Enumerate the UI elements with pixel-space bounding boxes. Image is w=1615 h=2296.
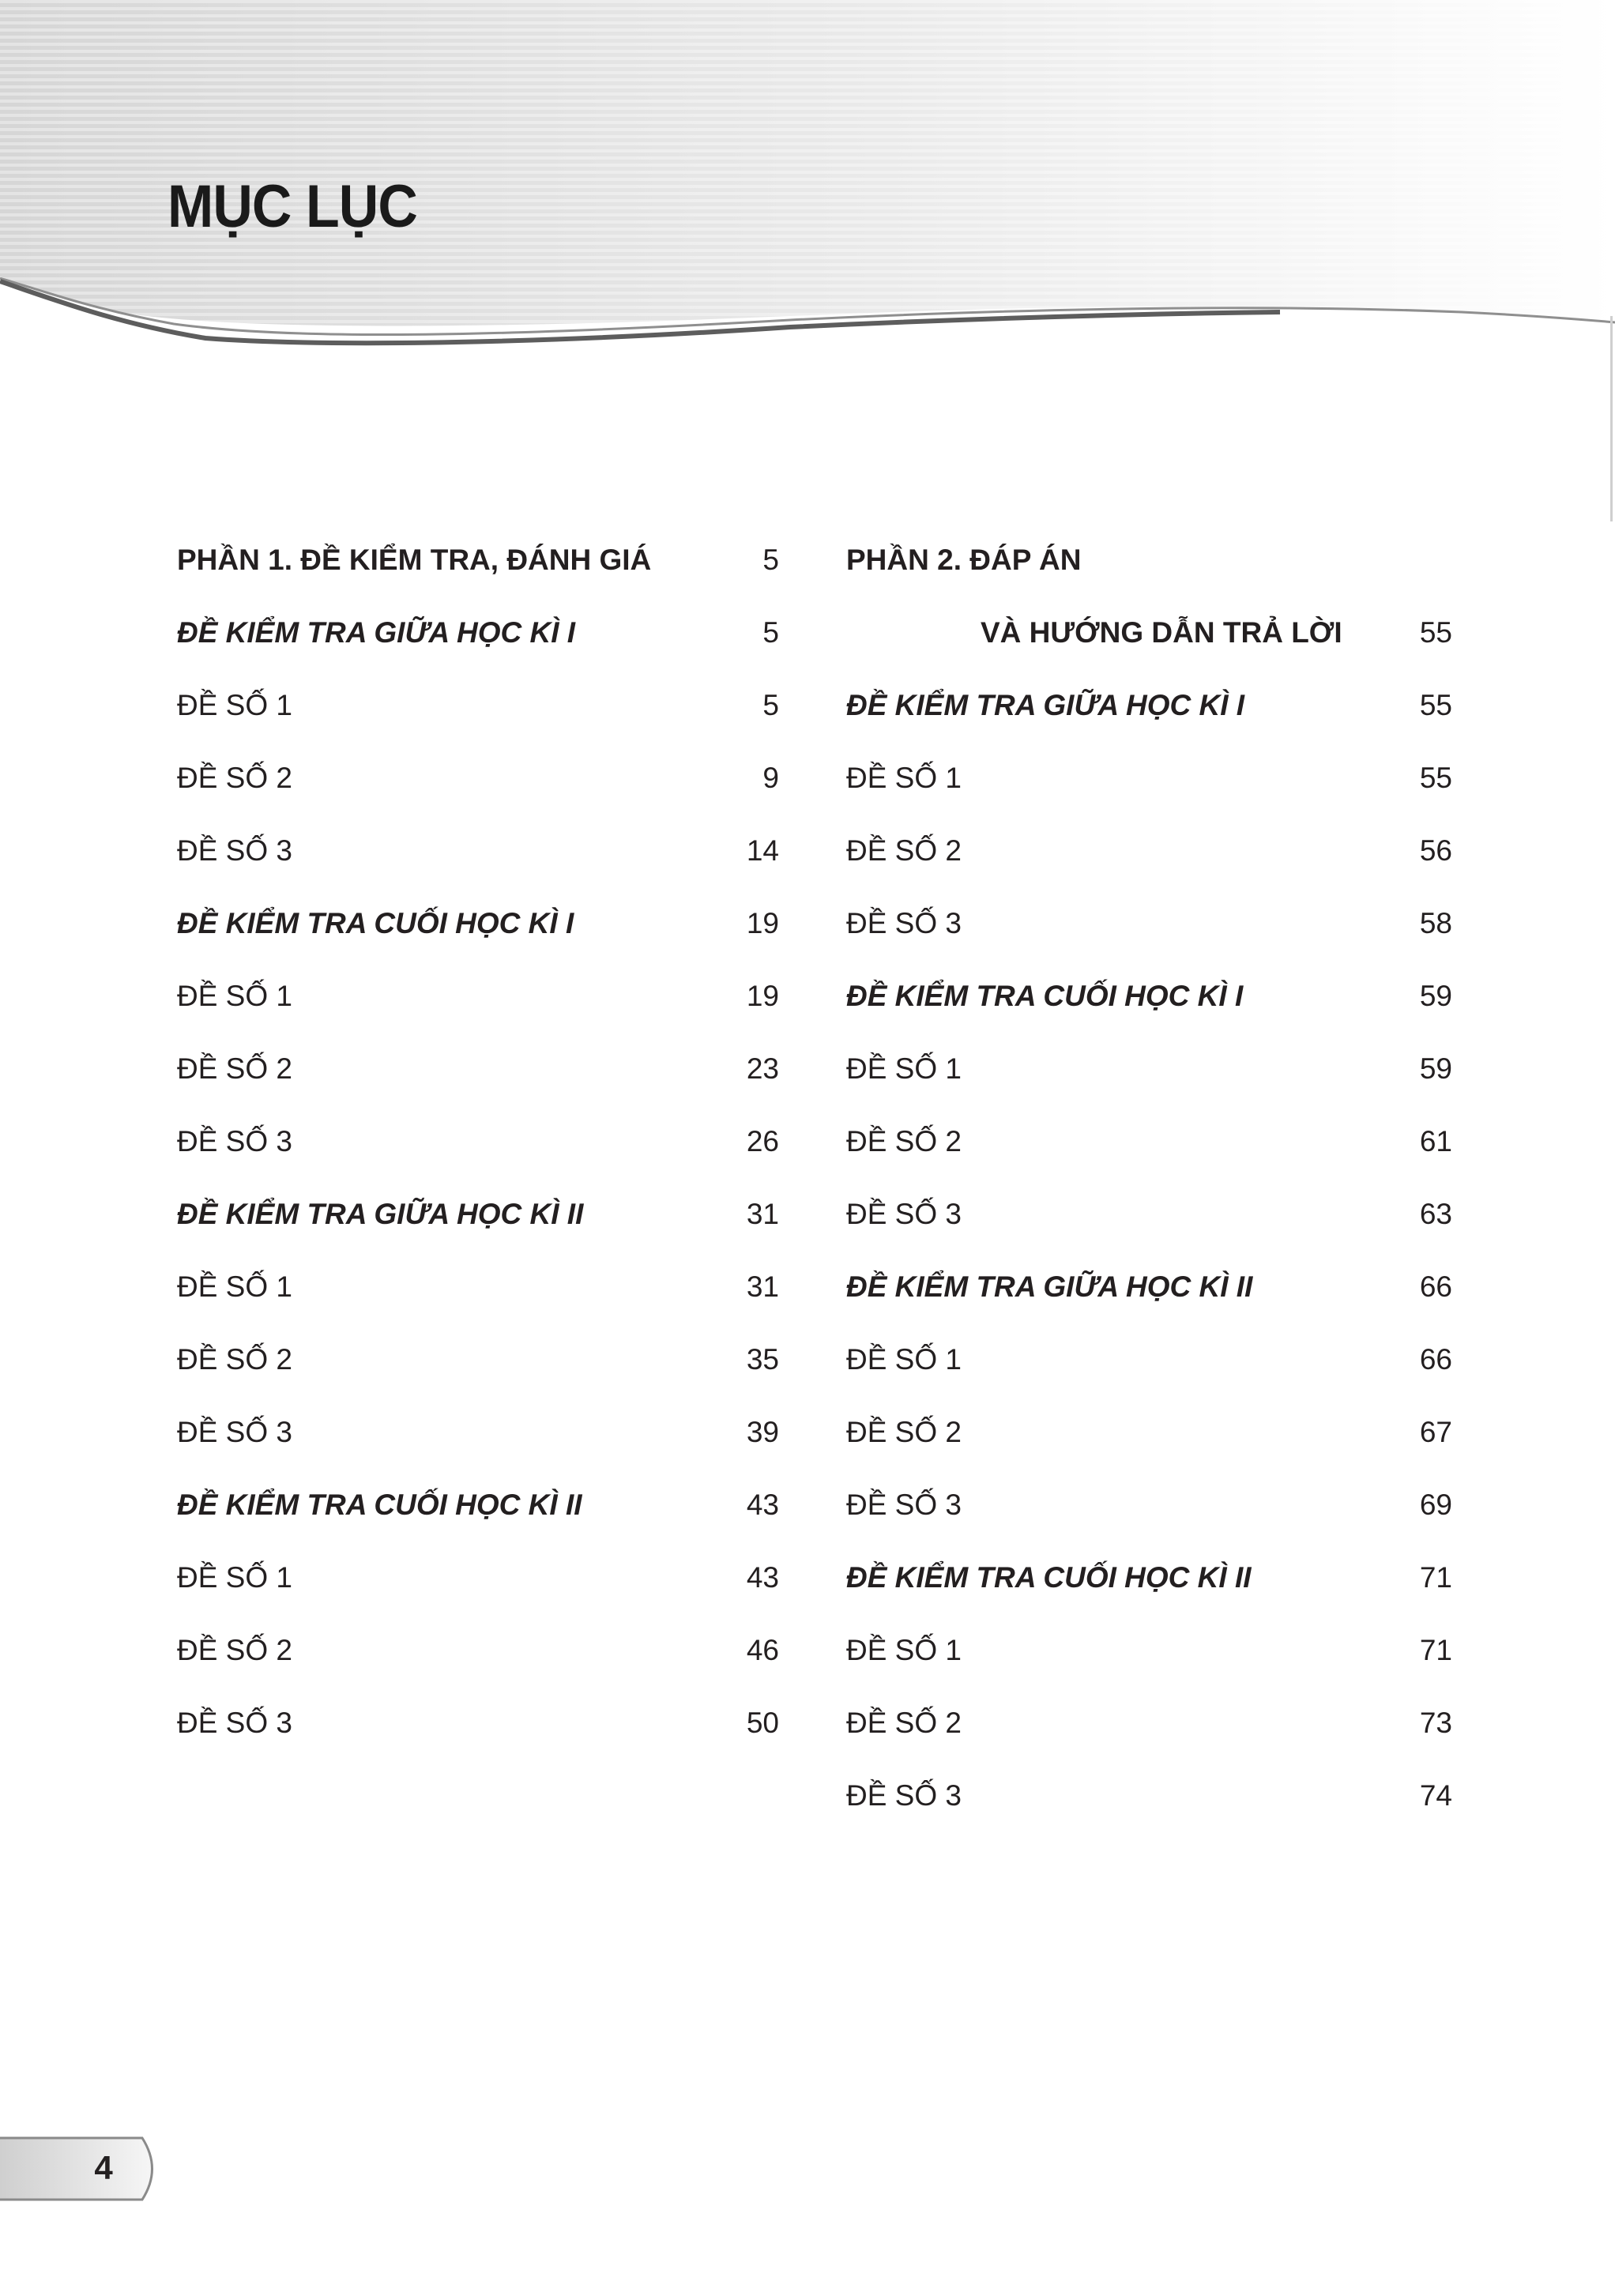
toc-page-number: 5 — [762, 544, 779, 576]
toc-label: ĐỀ KIỂM TRA GIỮA HỌC KÌ II — [846, 1270, 1253, 1303]
toc-page-number: 50 — [746, 1707, 779, 1739]
toc-page-number: 31 — [746, 1198, 779, 1230]
toc-page-number: 39 — [746, 1416, 779, 1448]
toc-page-number: 5 — [762, 616, 779, 649]
toc-page-number: 14 — [746, 834, 779, 867]
toc-item[interactable] — [846, 1402, 1452, 1475]
toc-label: ĐỀ SỐ 3 — [846, 1779, 962, 1812]
toc-item[interactable] — [177, 1330, 779, 1402]
toc-item[interactable] — [846, 1766, 1452, 1839]
toc-page-number: 71 — [1419, 1561, 1452, 1594]
toc-page-number: 55 — [1419, 689, 1452, 721]
toc-page-number: 46 — [746, 1634, 779, 1666]
toc-item[interactable] — [846, 894, 1452, 966]
toc-item[interactable] — [846, 748, 1452, 821]
toc-label: ĐỀ SỐ 3 — [846, 1489, 962, 1521]
toc-page-number: 63 — [1419, 1198, 1452, 1230]
toc-item[interactable] — [846, 1620, 1452, 1693]
toc-page-number: 69 — [1419, 1489, 1452, 1521]
toc-label: ĐỀ SỐ 2 — [177, 1343, 292, 1376]
toc-label: ĐỀ SỐ 2 — [846, 1125, 962, 1157]
toc-page-number: 9 — [762, 762, 779, 794]
toc-section[interactable] — [177, 894, 779, 966]
toc-item[interactable] — [846, 1330, 1452, 1402]
page-number: 4 — [94, 2149, 113, 2186]
toc-page-number: 59 — [1419, 1052, 1452, 1085]
toc-label: ĐỀ SỐ 2 — [846, 1416, 962, 1448]
toc-item[interactable] — [177, 676, 779, 748]
toc-label: ĐỀ SỐ 3 — [177, 1125, 292, 1157]
toc-left-column — [177, 530, 779, 1766]
toc-label: ĐỀ SỐ 1 — [846, 1052, 962, 1085]
toc-page-number: 19 — [746, 907, 779, 939]
toc-label: ĐỀ SỐ 3 — [846, 1198, 962, 1230]
toc-page-number: 23 — [746, 1052, 779, 1085]
toc-page-number: 58 — [1419, 907, 1452, 939]
toc-label: ĐỀ SỐ 2 — [177, 762, 292, 794]
toc-item[interactable] — [177, 1039, 779, 1112]
toc-label: ĐỀ SỐ 1 — [177, 1270, 292, 1303]
toc-page-number: 19 — [746, 980, 779, 1012]
toc-label: ĐỀ KIỂM TRA CUỐI HỌC KÌ II — [846, 1561, 1252, 1594]
toc-label: ĐỀ KIỂM TRA GIỮA HỌC KÌ I — [846, 689, 1245, 721]
toc-label: ĐỀ SỐ 1 — [846, 1634, 962, 1666]
toc-label: ĐỀ SỐ 3 — [177, 834, 292, 867]
toc-page-number: 56 — [1419, 834, 1452, 867]
toc-label: ĐỀ SỐ 3 — [177, 1707, 292, 1739]
toc-label: ĐỀ SỐ 1 — [177, 689, 292, 721]
toc-label: PHẦN 1. ĐỀ KIỂM TRA, ĐÁNH GIÁ — [177, 544, 652, 576]
toc-label: ĐỀ KIỂM TRA CUỐI HỌC KÌ I — [177, 907, 574, 939]
toc-item[interactable] — [177, 748, 779, 821]
toc-page-number: 71 — [1419, 1634, 1452, 1666]
toc-right-column — [846, 530, 1452, 1839]
toc-page-number: 66 — [1419, 1343, 1452, 1376]
toc-page-number: 61 — [1419, 1125, 1452, 1157]
toc-label: ĐỀ KIỂM TRA CUỐI HỌC KÌ II — [177, 1489, 582, 1521]
toc-label: ĐỀ SỐ 1 — [846, 762, 962, 794]
toc-label: ĐỀ SỐ 1 — [177, 1561, 292, 1594]
toc-label: ĐỀ SỐ 2 — [177, 1052, 292, 1085]
toc-label: ĐỀ KIỂM TRA GIỮA HỌC KÌ I — [177, 616, 576, 649]
toc-item[interactable] — [177, 1548, 779, 1620]
toc-label: PHẦN 2. ĐÁP ÁN — [846, 544, 1082, 576]
toc-label: ĐỀ SỐ 2 — [846, 834, 962, 867]
toc-label: ĐỀ SỐ 2 — [177, 1634, 292, 1666]
toc-page-number: 35 — [746, 1343, 779, 1376]
toc-section[interactable] — [846, 676, 1452, 748]
toc-section[interactable] — [846, 1548, 1452, 1620]
page-title: MỤC LỤC — [168, 173, 417, 240]
toc-item[interactable] — [177, 1112, 779, 1184]
toc-label: ĐỀ SỐ 2 — [846, 1707, 962, 1739]
toc-item[interactable] — [846, 821, 1452, 894]
toc-page-number: 43 — [746, 1489, 779, 1521]
toc-page-number: 43 — [746, 1561, 779, 1594]
toc-part-1[interactable] — [177, 530, 779, 603]
toc-page-number: 26 — [746, 1125, 779, 1157]
toc-item[interactable] — [177, 966, 779, 1039]
toc-item[interactable] — [177, 821, 779, 894]
toc-section[interactable] — [846, 966, 1452, 1039]
toc-page-number: 55 — [1419, 762, 1452, 794]
toc-section[interactable] — [177, 1184, 779, 1257]
toc-item[interactable] — [846, 1039, 1452, 1112]
toc-label: ĐỀ SỐ 3 — [846, 907, 962, 939]
page-edge-mark — [1610, 316, 1613, 521]
toc-page-number: 31 — [746, 1270, 779, 1303]
toc-section[interactable] — [177, 1475, 779, 1548]
toc-section[interactable] — [177, 603, 779, 676]
toc-item[interactable] — [846, 1112, 1452, 1184]
toc-label: ĐỀ SỐ 1 — [846, 1343, 962, 1376]
toc-item[interactable] — [177, 1402, 779, 1475]
toc-item[interactable] — [846, 1693, 1452, 1766]
toc-page-number: 67 — [1419, 1416, 1452, 1448]
toc-section[interactable] — [846, 1257, 1452, 1330]
toc-part-2[interactable] — [846, 530, 1452, 676]
toc-label-continuation: VÀ HƯỚNG DẪN TRẢ LỜI — [981, 616, 1342, 649]
toc-page-number: 66 — [1419, 1270, 1452, 1303]
toc-page-number: 73 — [1419, 1707, 1452, 1739]
toc-page-number: 59 — [1419, 980, 1452, 1012]
toc-page-number: 55 — [1419, 616, 1452, 649]
toc-item[interactable] — [846, 1184, 1452, 1257]
toc-label: ĐỀ SỐ 3 — [177, 1416, 292, 1448]
toc-item[interactable] — [177, 1257, 779, 1330]
toc-item[interactable] — [177, 1693, 779, 1766]
toc-item[interactable] — [177, 1620, 779, 1693]
toc-item[interactable] — [846, 1475, 1452, 1548]
toc-page-number: 5 — [762, 689, 779, 721]
toc-label: ĐỀ KIỂM TRA CUỐI HỌC KÌ I — [846, 980, 1244, 1012]
toc-label: ĐỀ KIỂM TRA GIỮA HỌC KÌ II — [177, 1198, 584, 1230]
toc-page-number: 74 — [1419, 1779, 1452, 1812]
toc-label: ĐỀ SỐ 1 — [177, 980, 292, 1012]
